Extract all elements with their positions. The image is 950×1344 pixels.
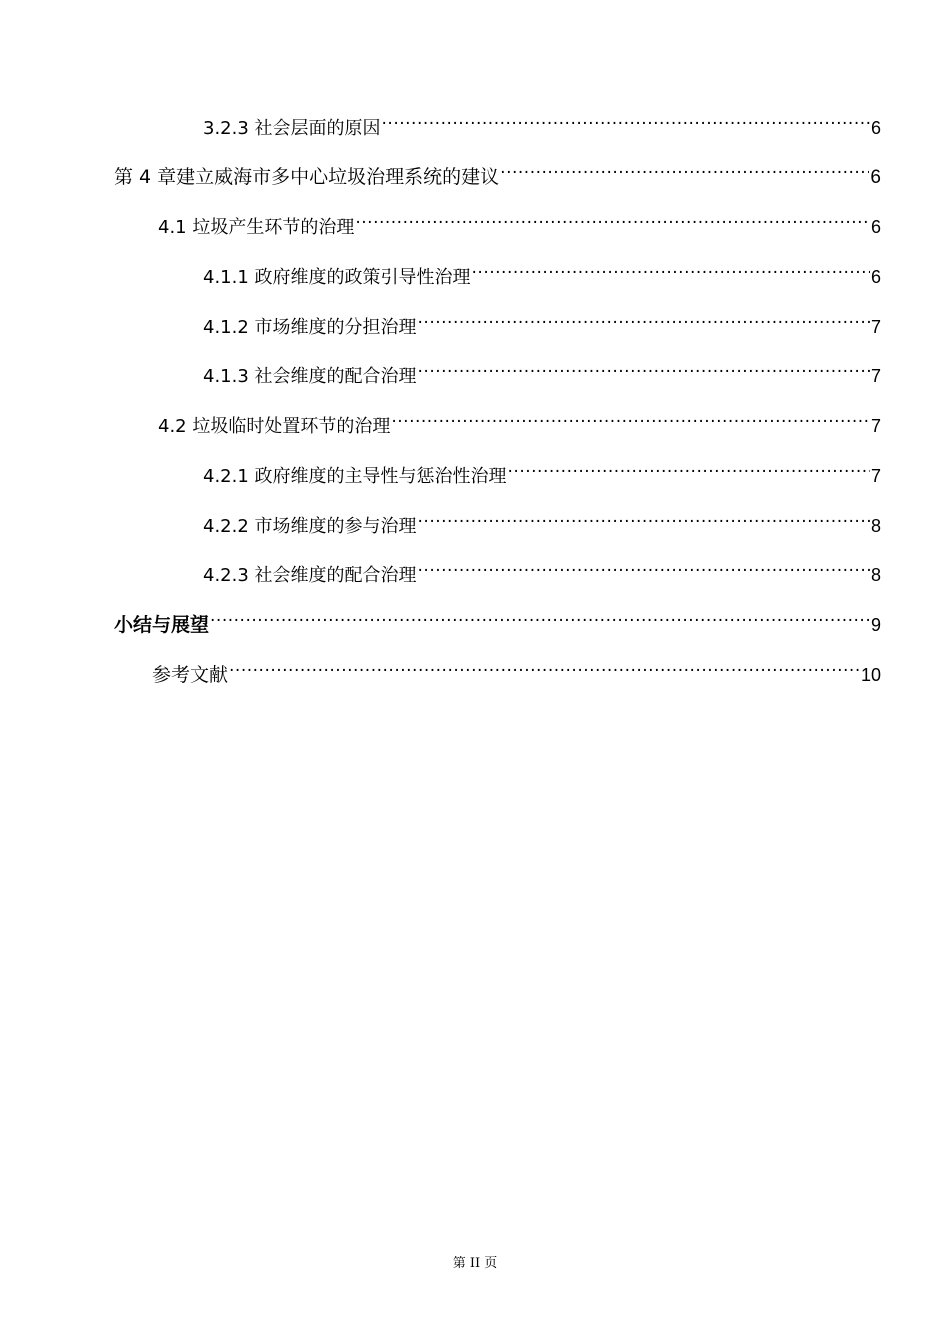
toc-entry-title: 4.2.2 市场维度的参与治理 xyxy=(203,516,417,537)
toc-dot-leader xyxy=(229,651,860,681)
page-footer xyxy=(0,1252,950,1271)
toc-entry-title: 4.1 垃圾产生环节的治理 xyxy=(158,217,355,238)
toc-entry-page: 6 xyxy=(870,267,881,287)
toc-entry-page: 6 xyxy=(870,167,881,188)
toc-dot-leader xyxy=(418,303,870,333)
toc-entry-chapter-4[interactable] xyxy=(114,153,881,188)
toc-entry-page: 6 xyxy=(870,118,881,138)
toc-entry-page: 8 xyxy=(870,565,881,585)
toc-dot-leader xyxy=(382,104,870,134)
toc-entry-title: 4.1.1 政府维度的政策引导性治理 xyxy=(203,267,471,288)
toc-dot-leader xyxy=(500,153,869,183)
toc-entry-4-1[interactable] xyxy=(158,203,881,238)
toc-entry-page: 10 xyxy=(860,665,881,685)
toc-entry-3-2-3[interactable] xyxy=(203,104,881,139)
toc-entry-page: 7 xyxy=(870,366,881,386)
toc-entry-title: 4.2.1 政府维度的主导性与惩治性治理 xyxy=(203,466,507,487)
toc-dot-leader xyxy=(210,601,870,631)
toc-entry-summary[interactable] xyxy=(114,601,881,636)
toc-entry-4-2[interactable] xyxy=(158,402,881,437)
toc-entry-4-2-1[interactable] xyxy=(203,452,881,487)
toc-entry-page: 9 xyxy=(870,615,881,635)
toc-dot-leader xyxy=(418,502,870,532)
toc-dot-leader xyxy=(418,551,870,581)
toc-entry-references[interactable] xyxy=(152,651,881,686)
toc-entry-4-1-3[interactable] xyxy=(203,352,881,387)
toc-entry-page: 7 xyxy=(870,466,881,486)
page-number-label: 第 II 页 xyxy=(452,1256,498,1271)
toc-dot-leader xyxy=(508,452,870,482)
toc-entry-page: 7 xyxy=(870,317,881,337)
toc-entry-title: 4.1.3 社会维度的配合治理 xyxy=(203,366,417,387)
toc-entry-page: 6 xyxy=(870,217,881,237)
toc-entry-title: 第 4 章建立威海市多中心垃圾治理系统的建议 xyxy=(114,166,500,188)
toc-entry-4-1-2[interactable] xyxy=(203,303,881,338)
toc-entry-4-2-3[interactable] xyxy=(203,551,881,586)
toc-dot-leader xyxy=(355,203,870,233)
toc-entry-4-2-2[interactable] xyxy=(203,502,881,537)
toc-dot-leader xyxy=(418,352,870,382)
toc-dot-leader xyxy=(391,402,870,432)
toc-entry-4-1-1[interactable] xyxy=(203,253,881,288)
toc-entry-title: 4.2 垃圾临时处置环节的治理 xyxy=(158,416,391,437)
toc-entry-title: 4.2.3 社会维度的配合治理 xyxy=(203,565,417,586)
toc-entry-title: 4.1.2 市场维度的分担治理 xyxy=(203,317,417,338)
toc-entry-title: 小结与展望 xyxy=(114,614,210,636)
toc-entry-title: 3.2.3 社会层面的原因 xyxy=(203,118,381,139)
toc-dot-leader xyxy=(472,253,870,283)
toc-entry-title: 参考文献 xyxy=(152,664,229,686)
toc-entry-page: 7 xyxy=(870,416,881,436)
toc-entry-page: 8 xyxy=(870,516,881,536)
